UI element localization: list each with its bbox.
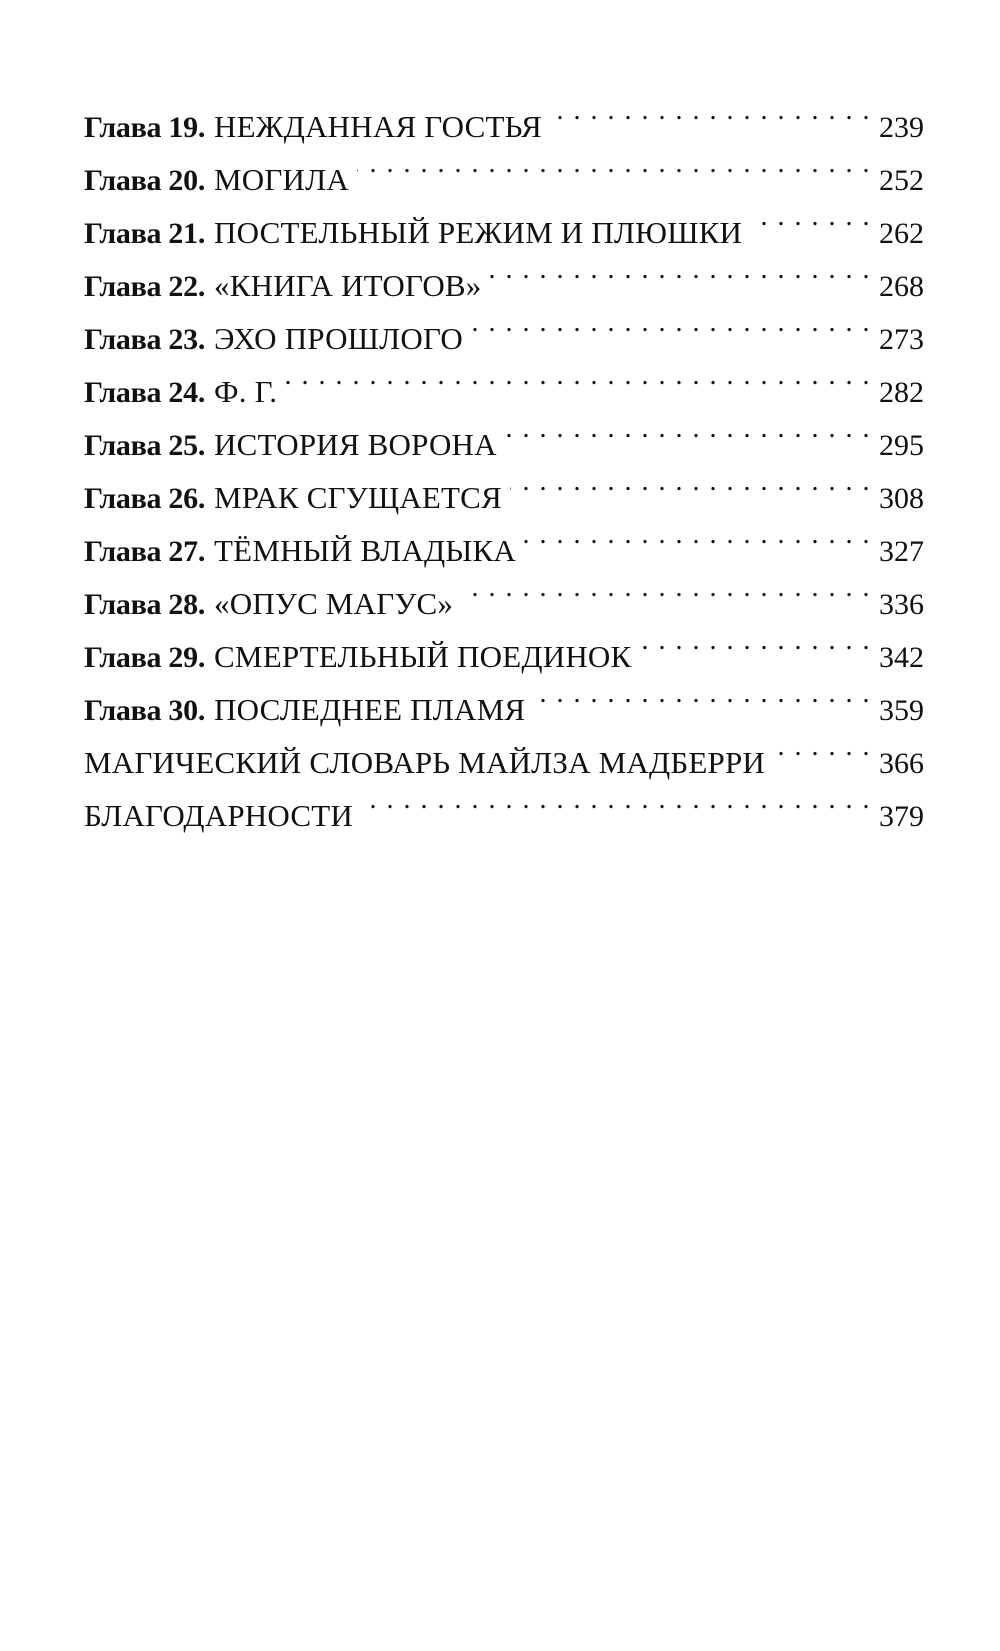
dot-leader	[285, 349, 871, 402]
dot-leader	[361, 773, 871, 826]
chapter-label: Глава 19.	[84, 111, 206, 144]
chapter-title: Ф. Г.	[214, 374, 278, 409]
chapter-label: Глава 20.	[84, 164, 206, 197]
chapter-title: ПОСТЕЛЬНЫЙ РЕЖИМ И ПЛЮШКИ	[214, 215, 743, 250]
page-number: 336	[879, 588, 924, 621]
toc-entry-chapter-25	[84, 402, 924, 462]
page-number: 366	[879, 747, 924, 780]
toc-entry-chapter-29	[84, 614, 924, 674]
toc-entry-chapter-24	[84, 349, 924, 409]
toc-entry-chapter-20	[84, 137, 924, 197]
toc-entry-chapter-27	[84, 508, 924, 568]
dot-leader	[750, 190, 871, 243]
dot-leader	[533, 667, 871, 720]
chapter-label: Глава 23.	[84, 323, 206, 356]
chapter-title: СМЕРТЕЛЬНЫЙ ПОЕДИНОК	[214, 639, 632, 674]
chapter-label: Глава 30.	[84, 694, 206, 727]
dot-leader	[773, 720, 871, 773]
chapter-title: ТЁМНЫЙ ВЛАДЫКА	[214, 533, 516, 568]
chapter-title: МОГИЛА	[214, 162, 349, 197]
page-number: 239	[879, 111, 924, 144]
dot-leader	[524, 508, 871, 561]
page-number: 262	[879, 217, 924, 250]
chapter-title: МРАК СГУЩАЕТСЯ	[214, 480, 502, 515]
toc-entry-chapter-26	[84, 455, 924, 515]
chapter-label: Глава 24.	[84, 376, 206, 409]
page-number: 273	[879, 323, 924, 356]
section-title: БЛАГОДАРНОСТИ	[84, 798, 353, 833]
chapter-label: Глава 29.	[84, 641, 206, 674]
chapter-title: «ОПУС МАГУС»	[214, 586, 454, 621]
chapter-title: «КНИГА ИТОГОВ»	[214, 268, 482, 303]
chapter-title: ПОСЛЕДНЕЕ ПЛАМЯ	[214, 692, 526, 727]
toc-entry-chapter-19	[84, 84, 924, 144]
page-number: 342	[879, 641, 924, 674]
chapter-label: Глава 27.	[84, 535, 206, 568]
dot-leader	[461, 561, 871, 614]
chapter-label: Глава 28.	[84, 588, 206, 621]
toc-entry-chapter-28	[84, 561, 924, 621]
page-number: 252	[879, 164, 924, 197]
page-number: 295	[879, 429, 924, 462]
dot-leader	[505, 402, 871, 455]
dot-leader	[490, 243, 872, 296]
chapter-title: ИСТОРИЯ ВОРОНА	[214, 427, 497, 462]
table-of-contents	[84, 84, 924, 833]
page-number: 268	[879, 270, 924, 303]
chapter-label: Глава 25.	[84, 429, 206, 462]
dot-leader	[471, 296, 871, 349]
chapter-label: Глава 22.	[84, 270, 206, 303]
page-number: 327	[879, 535, 924, 568]
dot-leader	[639, 614, 871, 667]
section-title: МАГИЧЕСКИЙ СЛОВАРЬ МАЙЛЗА МАДБЕРРИ	[84, 745, 765, 780]
chapter-title: ЭХО ПРОШЛОГО	[214, 321, 463, 356]
chapter-label: Глава 21.	[84, 217, 206, 250]
toc-entry-chapter-23	[84, 296, 924, 356]
toc-entry-chapter-21	[84, 190, 924, 250]
toc-entry-chapter-22	[84, 243, 924, 303]
chapter-label: Глава 26.	[84, 482, 206, 515]
dot-leader	[550, 84, 871, 137]
page-number: 359	[879, 694, 924, 727]
chapter-title: НЕЖДАННАЯ ГОСТЬЯ	[214, 109, 542, 144]
page-number: 379	[879, 800, 924, 833]
dot-leader	[357, 137, 871, 190]
page-number: 282	[879, 376, 924, 409]
dot-leader	[510, 455, 871, 508]
page-number: 308	[879, 482, 924, 515]
